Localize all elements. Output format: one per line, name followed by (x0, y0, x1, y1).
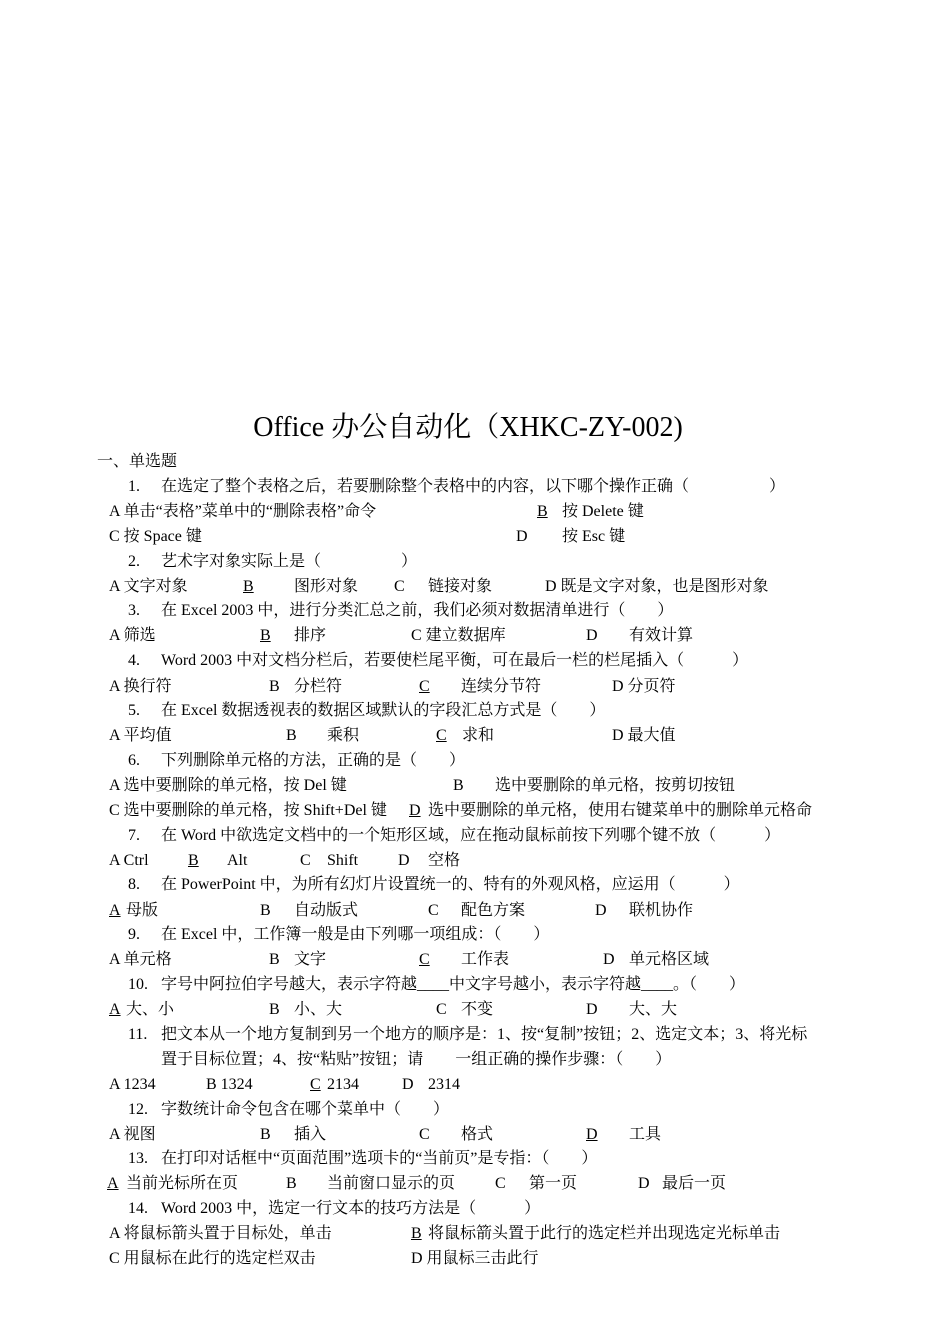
option-b: 排序 (294, 627, 327, 644)
question-number: 8. (128, 876, 140, 893)
option-b-letter: B (269, 678, 280, 695)
option-d: D 最大值 (612, 727, 676, 744)
option-b: 小、大 (294, 1001, 343, 1018)
option-d: 2314 (428, 1076, 460, 1093)
option-a: A 视图 (109, 1126, 156, 1143)
option-b: 文字 (294, 951, 327, 968)
option-d: 大、大 (629, 1001, 678, 1018)
option-b: 当前窗口显示的页 (327, 1175, 456, 1192)
option-c: 不变 (461, 1001, 494, 1018)
option-b: 将鼠标箭头置于此行的选定栏并出现选定光标单击 (428, 1225, 781, 1242)
option-a: A 单元格 (109, 951, 172, 968)
question-text: 在打印对话框中“页面范围”选项卡的“当前页”是专指：（ ） (161, 1150, 598, 1167)
option-d: 联机协作 (629, 902, 694, 919)
option-b-letter: B (269, 951, 280, 968)
option-d: 有效计算 (629, 627, 694, 644)
option-b: 图形对象 (294, 578, 359, 595)
option-d-letter: D (398, 852, 410, 869)
option-b: 分栏符 (294, 678, 343, 695)
answer-letter: B (188, 852, 199, 869)
option-c-letter: C (419, 1126, 430, 1143)
option-c: 配色方案 (461, 902, 526, 919)
option-d: 单元格区域 (629, 951, 710, 968)
page-title: Office 办公自动化（XHKC-ZY-002) (253, 412, 683, 443)
option-d: 选中要删除的单元格，使用右键菜单中的删除单元格命 (428, 802, 813, 819)
question-text: Word 2003 中对文档分栏后，若要使栏尾平衡，可在最后一栏的栏尾插入（ ） (161, 652, 749, 669)
option-b-letter: B (260, 1126, 271, 1143)
option-d-letter: D (516, 528, 528, 545)
option-a: A 将鼠标箭头置于目标处，单击 (109, 1225, 332, 1242)
question-number: 4. (128, 652, 140, 669)
option-d-letter: D (603, 951, 615, 968)
question-text: 在 Excel 中，工作簿一般是由下列哪一项组成：（ ） (161, 926, 550, 943)
option-b-letter: B (286, 727, 297, 744)
answer-letter: B (260, 627, 271, 644)
option-a: A 换行符 (109, 678, 172, 695)
option-c: 连续分节符 (461, 678, 542, 695)
option-b: B 1324 (206, 1076, 253, 1093)
option-c-letter: C (394, 578, 405, 595)
option-b: 自动版式 (294, 902, 359, 919)
question-text: 在 Excel 2003 中，进行分类汇总之前，我们必须对数据清单进行（ ） (161, 602, 674, 619)
option-c: 求和 (462, 727, 495, 744)
option-a: 当前光标所在页 (126, 1175, 239, 1192)
question-text: 在 Word 中欲选定文档中的一个矩形区域，应在拖动鼠标前按下列哪个键不放（ ） (161, 827, 781, 844)
option-d: 最后一页 (662, 1175, 727, 1192)
question-number: 7. (128, 827, 140, 844)
option-b-letter: B (269, 1001, 280, 1018)
question-number: 5. (128, 702, 140, 719)
answer-letter: C (310, 1076, 321, 1093)
option-b: 按 Delete 键 (562, 503, 644, 520)
question-text: Word 2003 中，选定一行文本的技巧方法是（ ） (161, 1200, 541, 1217)
answer-letter: A (107, 1175, 119, 1192)
option-d-letter: D (595, 902, 607, 919)
option-b-letter: B (286, 1175, 297, 1192)
option-b-letter: B (260, 902, 271, 919)
option-c-letter: C (495, 1175, 506, 1192)
question-text-cont: 置于目标位置；4、按“粘贴”按钮；请 一组正确的操作步骤：（ ） (161, 1051, 672, 1068)
option-c: C 用鼠标在此行的选定栏双击 (109, 1250, 316, 1267)
question-text: 字数统计命令包含在哪个菜单中（ ） (161, 1101, 450, 1118)
option-c-letter: C (300, 852, 311, 869)
question-text: 艺术字对象实际上是（ ） (161, 553, 418, 570)
answer-letter: B (537, 503, 548, 520)
option-d: 空格 (428, 852, 461, 869)
option-c-letter: C (436, 1001, 447, 1018)
option-d: D 用鼠标三击此行 (411, 1250, 539, 1267)
question-number: 10. (128, 976, 148, 993)
question-number: 2. (128, 553, 140, 570)
answer-letter: D (409, 802, 421, 819)
answer-letter: C (419, 678, 430, 695)
option-d: D 分页符 (612, 678, 676, 695)
option-b: 选中要删除的单元格，按剪切按钮 (495, 777, 736, 794)
option-c: C 按 Space 键 (109, 528, 202, 545)
question-number: 3. (128, 602, 140, 619)
question-text: 字号中阿拉伯字号越大，表示字符越____中文字号越小，表示字符越____。（ ） (161, 976, 746, 993)
option-a: A Ctrl (109, 852, 149, 869)
question-text: 把文本从一个地方复制到另一个地方的顺序是：1、按“复制”按钮；2、选定文本；3、将光标 (161, 1026, 808, 1043)
answer-letter: A (109, 902, 121, 919)
option-a: A 平均值 (109, 727, 172, 744)
answer-letter: B (243, 578, 254, 595)
option-d-letter: D (638, 1175, 650, 1192)
option-b: 乘积 (327, 727, 360, 744)
question-number: 11. (128, 1026, 148, 1043)
question-number: 9. (128, 926, 140, 943)
option-b: 插入 (294, 1126, 327, 1143)
option-b: Alt (227, 852, 248, 869)
answer-letter: A (109, 1001, 121, 1018)
option-d: 工具 (629, 1126, 662, 1143)
option-d-letter: D (402, 1076, 414, 1093)
question-number: 12. (128, 1101, 148, 1118)
question-number: 6. (128, 752, 140, 769)
option-a: A 1234 (109, 1076, 156, 1093)
option-c: 2134 (327, 1076, 359, 1093)
question-number: 1. (128, 478, 140, 495)
option-c: 工作表 (461, 951, 510, 968)
option-d: D 既是文字对象，也是图形对象 (545, 578, 769, 595)
answer-letter: C (419, 951, 430, 968)
option-c: 链接对象 (428, 578, 493, 595)
answer-letter: B (411, 1225, 422, 1242)
question-text: 在 Excel 数据透视表的数据区域默认的字段汇总方式是（ ） (161, 702, 606, 719)
option-a: A 选中要删除的单元格，按 Del 键 (109, 777, 347, 794)
section-heading: 一、单选题 (97, 453, 178, 470)
option-c-letter: C (428, 902, 439, 919)
option-a: A 单击“表格”菜单中的“删除表格”命令 (109, 503, 377, 520)
option-d-letter: D (586, 1001, 598, 1018)
answer-letter: C (436, 727, 447, 744)
answer-letter: D (586, 1126, 598, 1143)
option-c: 格式 (461, 1126, 494, 1143)
option-a: A 筛选 (109, 627, 156, 644)
option-d: 按 Esc 键 (562, 528, 626, 545)
option-c: 第一页 (529, 1175, 578, 1192)
question-text: 在 PowerPoint 中，为所有幻灯片设置统一的、特有的外观风格，应运用（ ） (161, 876, 740, 893)
question-number: 14. (128, 1200, 148, 1217)
option-c: C 建立数据库 (411, 627, 506, 644)
option-b-letter: B (453, 777, 464, 794)
question-text: 在选定了整个表格之后，若要删除整个表格中的内容，以下哪个操作正确（ ） (161, 478, 786, 495)
option-c: C 选中要删除的单元格，按 Shift+Del 键 (109, 802, 387, 819)
question-text: 下列删除单元格的方法，正确的是（ ） (161, 752, 466, 769)
option-c: Shift (327, 852, 359, 869)
option-a: 母版 (126, 902, 159, 919)
question-number: 13. (128, 1150, 148, 1167)
option-d-letter: D (586, 627, 598, 644)
option-a: A 文字对象 (109, 578, 188, 595)
option-a: 大、小 (126, 1001, 175, 1018)
